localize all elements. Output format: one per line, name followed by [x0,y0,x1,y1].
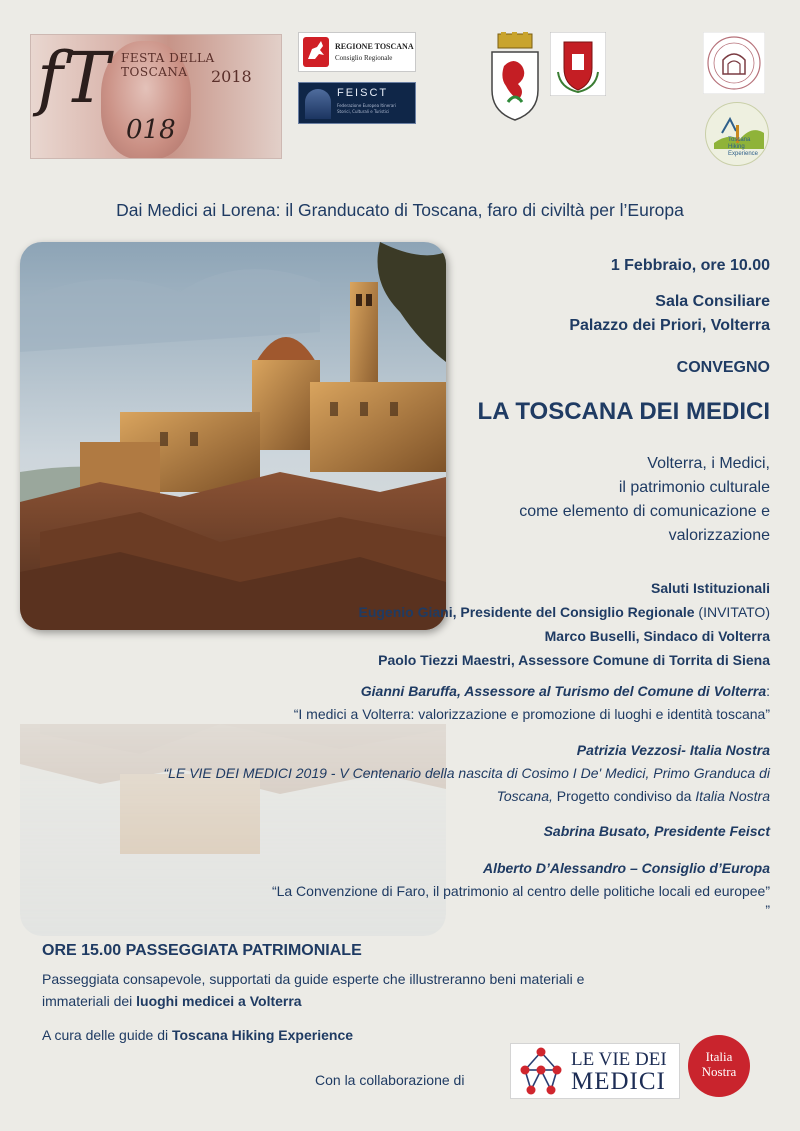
saluti-name: Eugenio Giani, Presidente del Consiglio Regionale [358,604,695,620]
ft-monogram: fT [37,37,110,119]
talk-italic: Toscana, [496,788,553,804]
subtitle-line: il patrimonio culturale [618,479,770,496]
desc-line: Passeggiata consapevole, supportati da guide esperte che illustreranno beni materiali e [42,971,585,987]
volterra-crest-icon [488,32,542,122]
desc-bold: luoghi medicei a Volterra [136,993,302,1009]
speaker-talk-line2 [164,785,770,808]
saluti-heading: Saluti Istituzionali [650,580,770,596]
regione-sub: Consiglio Regionale [335,54,393,62]
subtitle-line: valorizzazione [668,527,770,544]
saluti-line [358,600,770,624]
talk-italic-2: Italia Nostra [695,788,770,804]
network-icon [513,1044,569,1100]
event-date: 1 Febbraio, ore 10.00 [610,257,770,274]
event-subtitle [519,452,770,548]
speaker-suffix: : [766,683,770,699]
desc-normal: immateriali dei [42,993,137,1009]
speaker-block [164,739,770,808]
torrita-crest-icon [550,32,606,96]
speaker-block [272,857,770,917]
talk-normal: Progetto condiviso da [552,788,696,804]
feisct-logo [298,82,416,124]
festa-toscana-logo [30,34,282,159]
event-headline: Dai Medici ai Lorena: il Granducato di Toscana, faro di civiltà per l’Europa [116,200,684,220]
desc-line [42,990,742,1012]
italia-nostra-line2: Nostra [701,1064,737,1079]
hiking-line3: Experience [728,151,759,157]
festa-year-script: 018 [126,115,176,145]
italia-nostra-logo [688,1035,750,1097]
speaker-trailing-quote: ” [765,902,770,918]
le-vie-dei-medici-logo [510,1043,680,1099]
saluti-line: Marco Buselli, Sindaco di Volterra [544,628,770,644]
speaker-name: Gianni Baruffa, Assessore al Turismo del Comune di Volterra [360,683,767,699]
regione-name: REGIONE TOSCANA [335,42,414,51]
saluti-line: Paolo Tiezzi Maestri, Assessore Comune di Torrita di Siena [378,652,770,668]
speaker-talk: “I medici a Volterra: valorizzazione e promozione di luoghi e identità toscana” [293,706,770,722]
institutional-greetings [358,576,770,672]
afternoon-description [42,968,742,1012]
guide-credit [42,1027,353,1043]
hiking-line1: Toscana [728,137,751,143]
venue-building: Palazzo dei Priori, Volterra [569,317,770,334]
speaker-name: Sabrina Busato, Presidente Feisct [543,823,770,839]
italia-nostra-line1: Italia [705,1049,733,1064]
speaker-name: Patrizia Vezzosi- Italia Nostra [576,742,770,758]
feisct-name: FEISCT [337,87,389,99]
event-title: LA TOSCANA DEI MEDICI [477,398,770,425]
cura-normal: A cura delle guide di [42,1027,172,1043]
toscana-hiking-experience-logo [705,102,769,166]
cura-bold: Toscana Hiking Experience [171,1027,354,1043]
volterra-photo [20,242,446,630]
speaker-talk: “LE VIE DEI MEDICI 2019 - V Centenario della nascita di Cosimo I De' Medici, Primo Granduca di [163,765,770,781]
speaker-block [294,680,770,726]
regione-toscana-logo [298,32,416,72]
pegasus-icon [303,37,329,67]
speaker-talk: “La Convenzione di Faro, il patrimonio al centro delle politiche locali ed europee” [271,883,770,899]
subtitle-line: come elemento di comunicazione e [519,503,770,520]
venue-room: Sala Consiliare [655,293,770,310]
saluti-note: (INVITATO) [694,604,770,620]
medici-logo-line2: MEDICI [571,1068,666,1095]
festa-year: 2018 [211,67,252,86]
afternoon-heading: ORE 15.00 PASSEGGIATA PATRIMONIALE [42,942,362,959]
dome-icon [305,89,331,119]
hiking-line2: Hiking [728,144,745,150]
institutional-seal-icon [703,32,765,94]
speaker-name: Alberto D’Alessandro – Consiglio d’Europa [482,860,770,876]
subtitle-line: Volterra, i Medici, [647,455,770,472]
event-type: CONVEGNO [676,359,770,376]
speaker-block [544,820,770,843]
feisct-tagline: Federazione Europea Itinerari Storici, Culturali e Turistici [337,103,397,114]
collaboration-label: Con la collaborazione di [315,1072,465,1088]
festa-title: FESTA DELLA TOSCANA [121,51,215,79]
medici-logo-line1: LE VIE DEI [571,1049,667,1070]
